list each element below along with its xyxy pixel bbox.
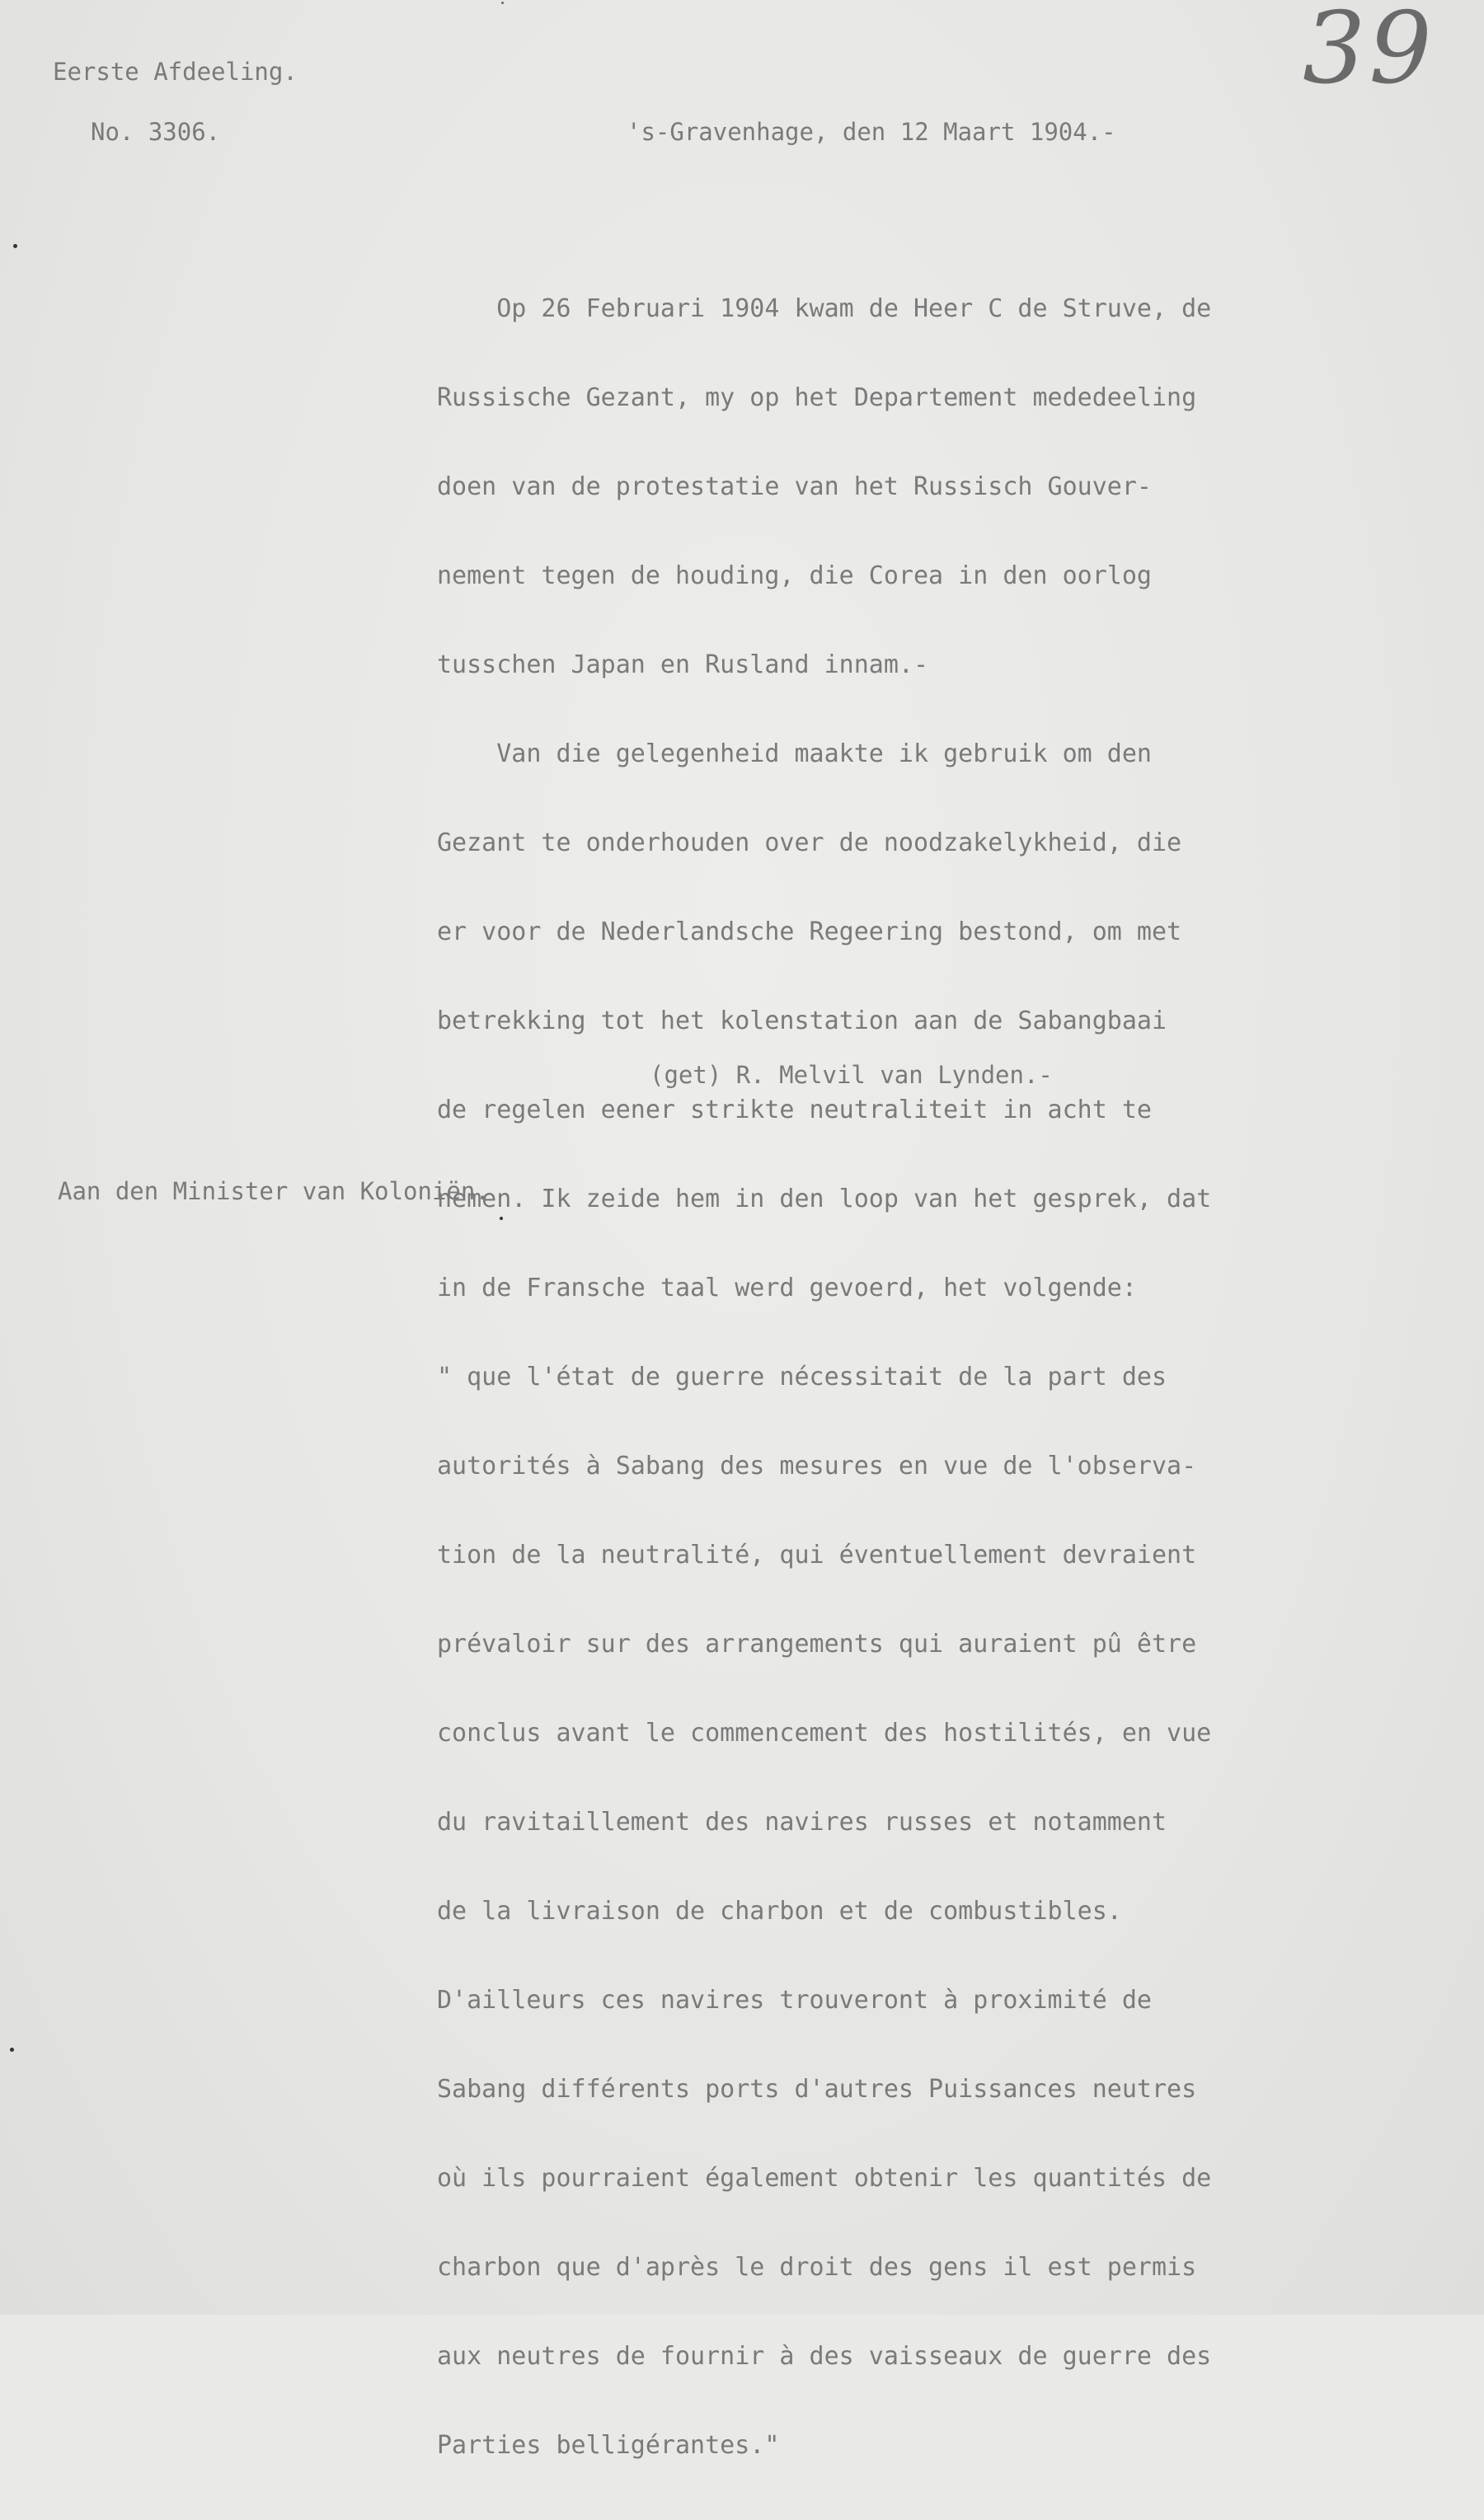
department-heading: Eerste Afdeeling.: [53, 58, 298, 86]
paper-speck: [500, 1217, 503, 1220]
body-line: de regelen eener strikte neutraliteit in acht te: [437, 1096, 1152, 1124]
addressee-line: Aan den Minister van Koloniën.: [58, 1177, 490, 1205]
body-line: " que l'état de guerre nécessitait de la part des: [437, 1363, 1167, 1391]
body-line: prévaloir sur des arrangements qui auraient pû être: [437, 1630, 1197, 1659]
body-line: er voor de Nederlandsche Regeering bestond, om met: [437, 917, 1182, 946]
body-line: tion de la neutralité, qui éventuellement devraient: [437, 1541, 1197, 1570]
body-line: tusschen Japan en Rusland innam.-: [437, 650, 929, 679]
place-and-date: 's-Gravenhage, den 12 Maart 1904.-: [627, 118, 1116, 146]
body-line: doen van de protestatie van het Russisch Gouver-: [437, 472, 1152, 501]
paper-speck: [10, 2048, 14, 2052]
body-line: Sabang différents ports d'autres Puissances neutres: [437, 2075, 1197, 2104]
body-line: du ravitaillement des navires russes et notamment: [437, 1808, 1167, 1837]
body-line: où ils pourraient également obtenir les quantités de: [437, 2164, 1212, 2193]
body-line: betrekking tot het kolenstation aan de Sabangbaai: [437, 1007, 1167, 1035]
body-line: autorités à Sabang des mesures en vue de l'observa-: [437, 1452, 1197, 1481]
handwritten-page-number: 39: [1303, 0, 1435, 106]
body-line: in de Fransche taal werd gevoerd, het volgende:: [437, 1274, 1137, 1302]
paper-speck: [13, 244, 17, 248]
body-line: Parties belligérantes.": [437, 2431, 780, 2460]
body-line: aux neutres de fournir à des vaisseaux de guerre des: [437, 2342, 1212, 2371]
body-line: charbon que d'après le droit des gens il est permis: [437, 2253, 1197, 2282]
letter-body: [437, 235, 1451, 2520]
body-line: nemen. Ik zeide hem in den loop van het gesprek, dat: [437, 1185, 1212, 1213]
body-line: D'ailleurs ces navires trouveront à proximité de: [437, 1986, 1152, 2015]
body-line: nement tegen de houding, die Corea in den oorlog: [437, 561, 1152, 590]
signature-line: (get) R. Melvil van Lynden.-: [650, 1061, 1053, 1089]
body-line: Russische Gezant, my op het Departement mededeeling: [437, 383, 1197, 412]
document-number: No. 3306.: [91, 118, 221, 146]
body-line: Op 26 Februari 1904 kwam de Heer C de Struve, de: [437, 294, 1212, 323]
body-line: de la livraison de charbon et de combustibles.: [437, 1897, 1122, 1926]
paper-speck: [501, 2, 504, 4]
body-line: conclus avant le commencement des hostilités, en vue: [437, 1719, 1212, 1748]
body-line: Gezant te onderhouden over de noodzakelykheid, die: [437, 828, 1182, 857]
body-line: Van die gelegenheid maakte ik gebruik om den: [437, 739, 1152, 768]
